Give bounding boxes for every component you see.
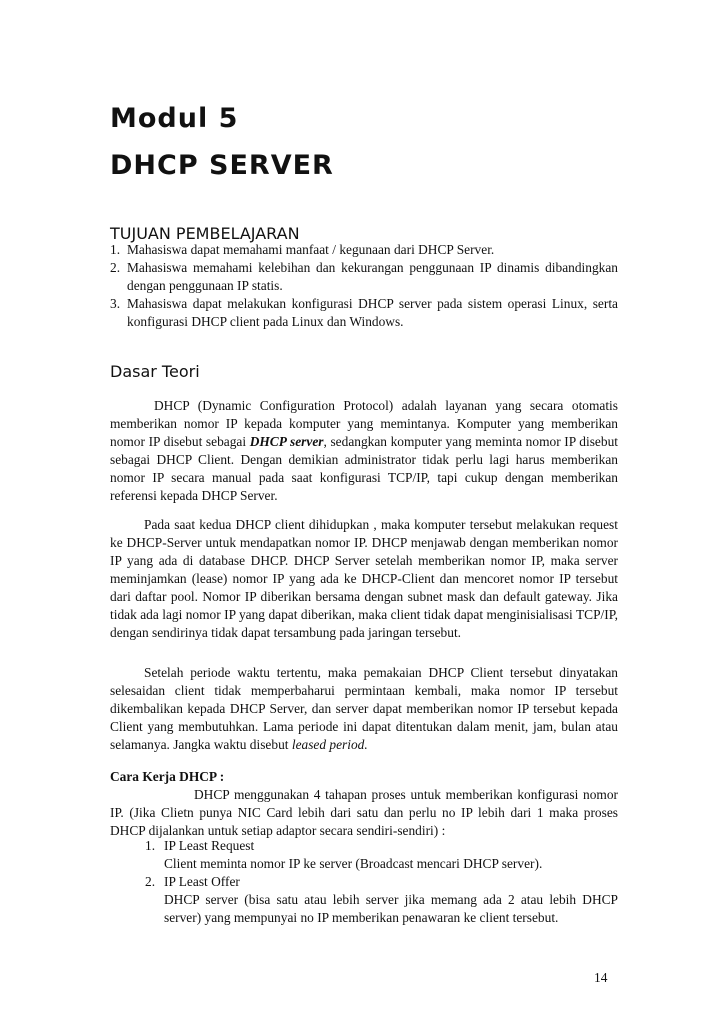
list-item bbox=[110, 837, 618, 873]
list-item-number: 2. bbox=[110, 260, 121, 275]
theory-paragraph-3 bbox=[110, 664, 618, 754]
step-description: DHCP server (bisa satu atau lebih server jika memang ada 2 atau lebih DHCP server) yang mempunyai no IP memberikan penawaran ke client tersebut. bbox=[164, 892, 618, 925]
paragraph-text: Setelah periode waktu tertentu, maka pemakaian DHCP Client tersebut dinyatakan selesaidan client tidak memperbaharui permintaan kembali, maka nomor IP tersebut dikembalikan kepada DHCP Server, dan server dapat memberikan nomor IP tersebut kepada Client yang membutuhkan. Lama periode ini dapat ditentukan dalam menit, jam, bulan atau selamanya. Jangka waktu disebut bbox=[110, 665, 618, 752]
theory-paragraph-1 bbox=[110, 397, 618, 505]
list-item-number: 3. bbox=[110, 296, 121, 311]
list-item-text: Mahasiswa memahami kelebihan dan kekurangan penggunaan IP dinamis dibandingkan dengan penggunaan IP statis. bbox=[127, 260, 618, 293]
list-item bbox=[110, 259, 618, 295]
step-number: 1. bbox=[145, 838, 156, 853]
objectives-list bbox=[110, 241, 618, 331]
steps-list bbox=[110, 837, 618, 927]
theory-heading: Dasar Teori bbox=[110, 362, 200, 381]
step-title: IP Least Offer bbox=[164, 874, 240, 889]
list-item-text: Mahasiswa dapat memahami manfaat / kegunaan dari DHCP Server. bbox=[127, 242, 495, 257]
emphasis-text: DHCP server bbox=[249, 434, 324, 449]
list-item-number: 1. bbox=[110, 242, 121, 257]
theory-paragraph-2: Pada saat kedua DHCP client dihidupkan , maka komputer tersebut melakukan request ke DHCP-Server untuk mendapatkan nomor IP. DHCP menjawab dengan memberikan nomor IP yang ada di database DHCP. DHCP Server setelah memberikan nomor IP, maka server meminjamkan (lease) nomor IP yang ada ke DHCP-Client dan mencoret nomor IP tersebut dari daftar pool. Nomor IP diberikan bersama dengan subnet mask dan default gateway. Jika tidak ada lagi nomor IP yang dapat diberikan, maka client tidak dapat menginisialisasi TCP/IP, dengan sendirinya tidak dapat tersambung pada jaringan tersebut. bbox=[110, 517, 618, 640]
objectives-heading: TUJUAN PEMBELAJARAN bbox=[110, 224, 300, 243]
list-item-text: Mahasiswa dapat melakukan konfigurasi DHCP server pada sistem operasi Linux, serta konfigurasi DHCP client pada Linux dan Windows. bbox=[127, 296, 618, 329]
how-it-works-intro: DHCP menggunakan 4 tahapan proses untuk memberikan konfigurasi nomor IP. (Jika Clietn punya NIC Card lebih dari satu dan perlu no IP lebih dari 1 maka proses DHCP dijalankan untuk setiap adaptor secara sendiri-sendiri) : bbox=[110, 787, 618, 838]
module-title: Modul 5 bbox=[110, 103, 239, 134]
step-title: IP Least Request bbox=[164, 838, 255, 853]
how-it-works-heading: Cara Kerja DHCP : bbox=[110, 769, 225, 784]
list-item bbox=[110, 295, 618, 331]
list-item bbox=[110, 873, 618, 927]
step-number: 2. bbox=[145, 874, 156, 889]
emphasis-text: leased period. bbox=[291, 737, 368, 752]
page-number: 14 bbox=[594, 970, 608, 985]
step-description: Client meminta nomor IP ke server (Broadcast mencari DHCP server). bbox=[164, 856, 543, 871]
paragraph-text: , sedangkan komputer yang meminta nomor IP disebut sebagai DHCP Client. Dengan demikian administrator tidak perlu lagi harus memberikan nomor IP secara manual pada saat konfigurasi TCP/IP, tapi cukup dengan memberikan referensi kepada DHCP Server. bbox=[110, 434, 618, 503]
list-item bbox=[110, 241, 618, 259]
paragraph-text: DHCP (Dynamic Configuration Protocol) adalah layanan yang secara otomatis memberikan nomor IP kepada komputer yang memintanya. Komputer yang memberikan nomor IP disebut sebagai bbox=[110, 398, 618, 449]
module-subtitle: DHCP SERVER bbox=[110, 150, 334, 181]
